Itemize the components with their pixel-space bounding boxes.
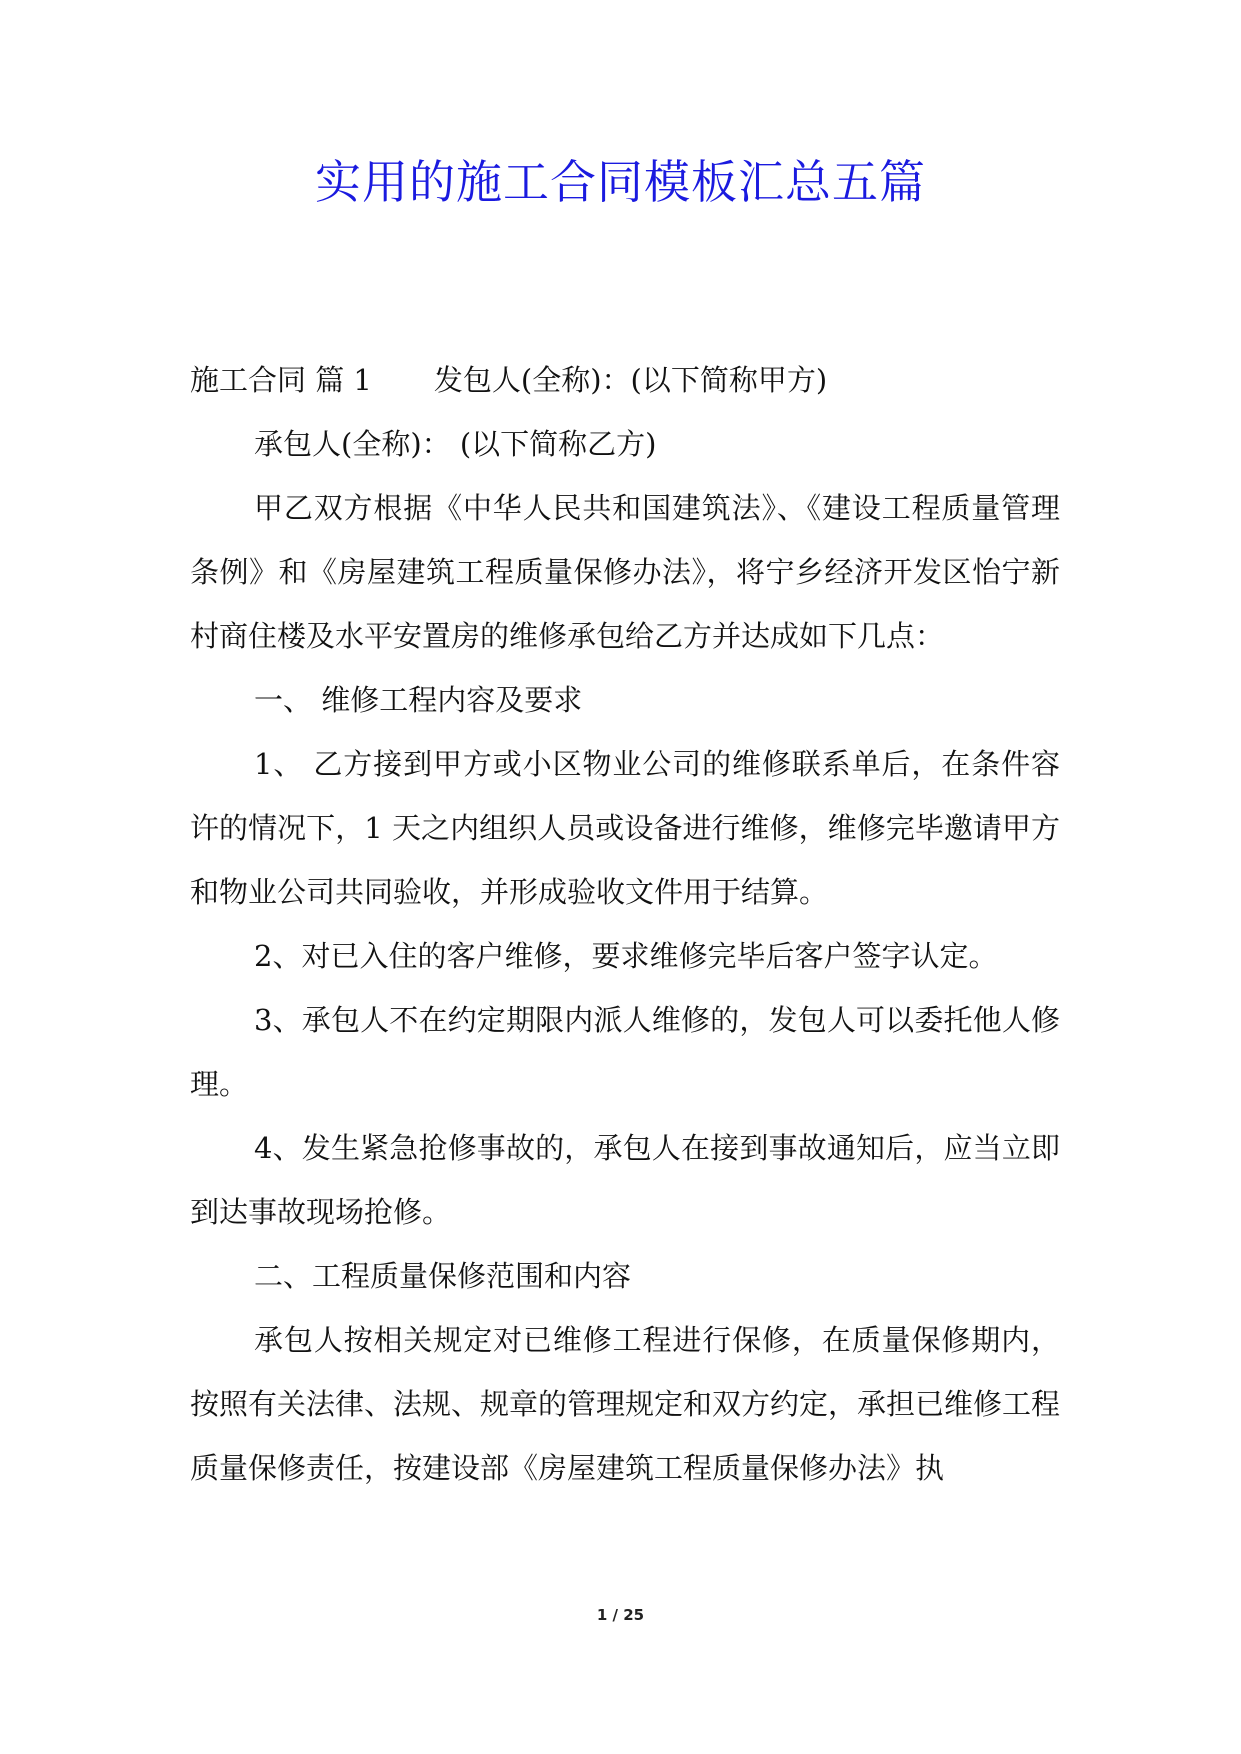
section-heading-1: 一、 维修工程内容及要求: [254, 683, 583, 717]
section-label: 施工合同 篇 1: [190, 363, 372, 397]
document-title: 实用的施工合同模板汇总五篇: [315, 155, 926, 209]
paragraph-item-2: 2、对已入住的客户维修，要求维修完毕后客户签字认定。: [254, 939, 998, 973]
document-body: [190, 348, 1060, 1500]
paragraph-preamble: 甲乙双方根据《中华人民共和国建筑法》、《建设工程质量管理条例》和《房屋建筑工程质量保修办法》，将宁乡经济开发区怡宁新村商住楼及水平安置房的维修承包给乙方并达成如下几点：: [190, 491, 1060, 653]
paragraph-warranty: 承包人按相关规定对已维修工程进行保修，在质量保修期内，按照有关法律、法规、规章的管理规定和双方约定，承担已维修工程质量保修责任，按建设部《房屋建筑工程质量保修办法》执: [190, 1323, 1061, 1485]
paragraph-item-4: 4、发生紧急抢修事故的，承包人在接到事故通知后，应当立即到达事故现场抢修。: [190, 1131, 1060, 1229]
paragraph-item-3: 3、承包人不在约定期限内派人维修的，发包人可以委托他人修理。: [190, 1003, 1060, 1101]
page-number: 1 / 25: [596, 1606, 645, 1624]
paragraph-item-1: 1、 乙方接到甲方或小区物业公司的维修联系单后，在条件容许的情况下，1 天之内组织人员或设备进行维修，维修完毕邀请甲方和物业公司共同验收，并形成验收文件用于结算。: [190, 747, 1060, 909]
section-heading-2: 二、工程质量保修范围和内容: [254, 1259, 632, 1293]
paragraph-party-b: 承包人(全称)： (以下简称乙方): [254, 427, 657, 461]
paragraph-party-a: [190, 348, 1060, 412]
paragraph-text: 发包人(全称)：(以下简称甲方): [433, 363, 828, 397]
